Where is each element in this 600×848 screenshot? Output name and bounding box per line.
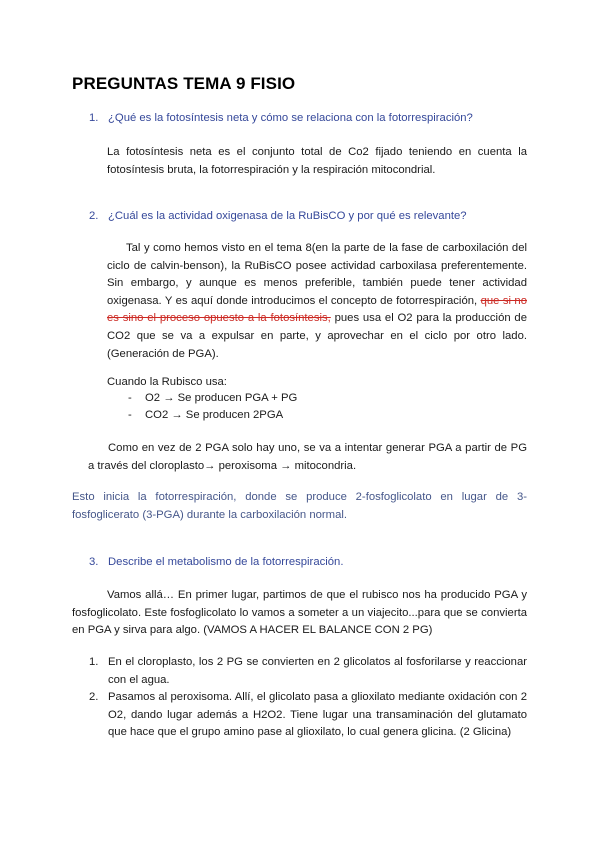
question-number: 1. bbox=[89, 112, 99, 124]
list-item: - CO2 → Se producen 2PGA bbox=[128, 409, 284, 421]
question-1 bbox=[89, 112, 539, 124]
struck-text: que si no es sino el proceso opuesto a la fotosíntesis, bbox=[107, 294, 527, 325]
question-number: 2. bbox=[89, 210, 99, 222]
question-2 bbox=[89, 210, 539, 222]
question-number: 3. bbox=[89, 556, 99, 568]
list-item: - O2 → Se producen PGA + PG bbox=[128, 392, 298, 404]
question-text: ¿Qué es la fotosíntesis neta y cómo se relaciona con la fotorrespiración? bbox=[108, 112, 473, 124]
question-3 bbox=[89, 556, 539, 568]
list-item: 2. Pasamos al peroxisoma. Allí, el glicolato pasa a glioxilato mediante oxidación con 2 O2, dando lugar además a H2O2. Tiene lugar una transaminación del glutamato que hace que el grupo amino pase al glioxilato, lo cual genera glicina. (2 Glicina) bbox=[89, 691, 527, 739]
question-text: ¿Cuál es la actividad oxigenasa de la RuBisCO y por qué es relevante? bbox=[108, 210, 467, 222]
page-title: PREGUNTAS TEMA 9 FISIO bbox=[72, 74, 296, 93]
rubisco-list bbox=[128, 390, 297, 424]
blue-paragraph: Esto inicia la fotorrespiración, donde se produce 2-fosfoglicolato en lugar de 3-fosfoglicerato (3-PGA) durante la carboxilación normal. bbox=[72, 491, 527, 521]
metabolism-steps bbox=[89, 654, 527, 742]
answer-1: La fotosíntesis neta es el conjunto total de Co2 fijado teniendo en cuenta la fotosíntesis bruta, la fotorrespiración y la respiración mitocondrial. bbox=[107, 146, 527, 176]
answer-text: Tal y como hemos visto en el tema 8(en la parte de la fase de carboxilación del ciclo de calvin-benson), la RuBisCO posee actividad carboxilasa preferentemente. Sin embargo, y aunque es menos preferible, también puede tener actividad oxigenasa. Y es aquí donde introducimos el concepto de fotorrespiración, bbox=[107, 242, 527, 307]
answer-3-intro: Vamos allá… En primer lugar, partimos de que el rubisco nos ha producido PGA y fosfoglicolato. Este fosfoglicolato lo vamos a someter a un viajecito...para que se convierta en PGA y sirva para algo. (VAMOS A HACER EL BALANCE CON 2 PG) bbox=[72, 589, 527, 637]
rubisco-intro: Cuando la Rubisco usa: bbox=[107, 376, 227, 388]
answer-2 bbox=[107, 240, 527, 363]
answer-text-continued: pues usa el O2 para la producción de CO2 que se va a expulsar en parte, y aprovechar en el ciclo por otro lado. (Generación de PGA). bbox=[107, 312, 527, 360]
list-item: 1. En el cloroplasto, los 2 PG se convierten en 2 glicolatos al fosforilarse y reaccionar con el agua. bbox=[89, 656, 527, 686]
question-text: Describe el metabolismo de la fotorrespiración. bbox=[108, 556, 344, 568]
pga-paragraph: Como en vez de 2 PGA solo hay uno, se va a intentar generar PGA a partir de PG a través del cloroplasto→ peroxisoma → mitocondria. bbox=[88, 442, 527, 472]
